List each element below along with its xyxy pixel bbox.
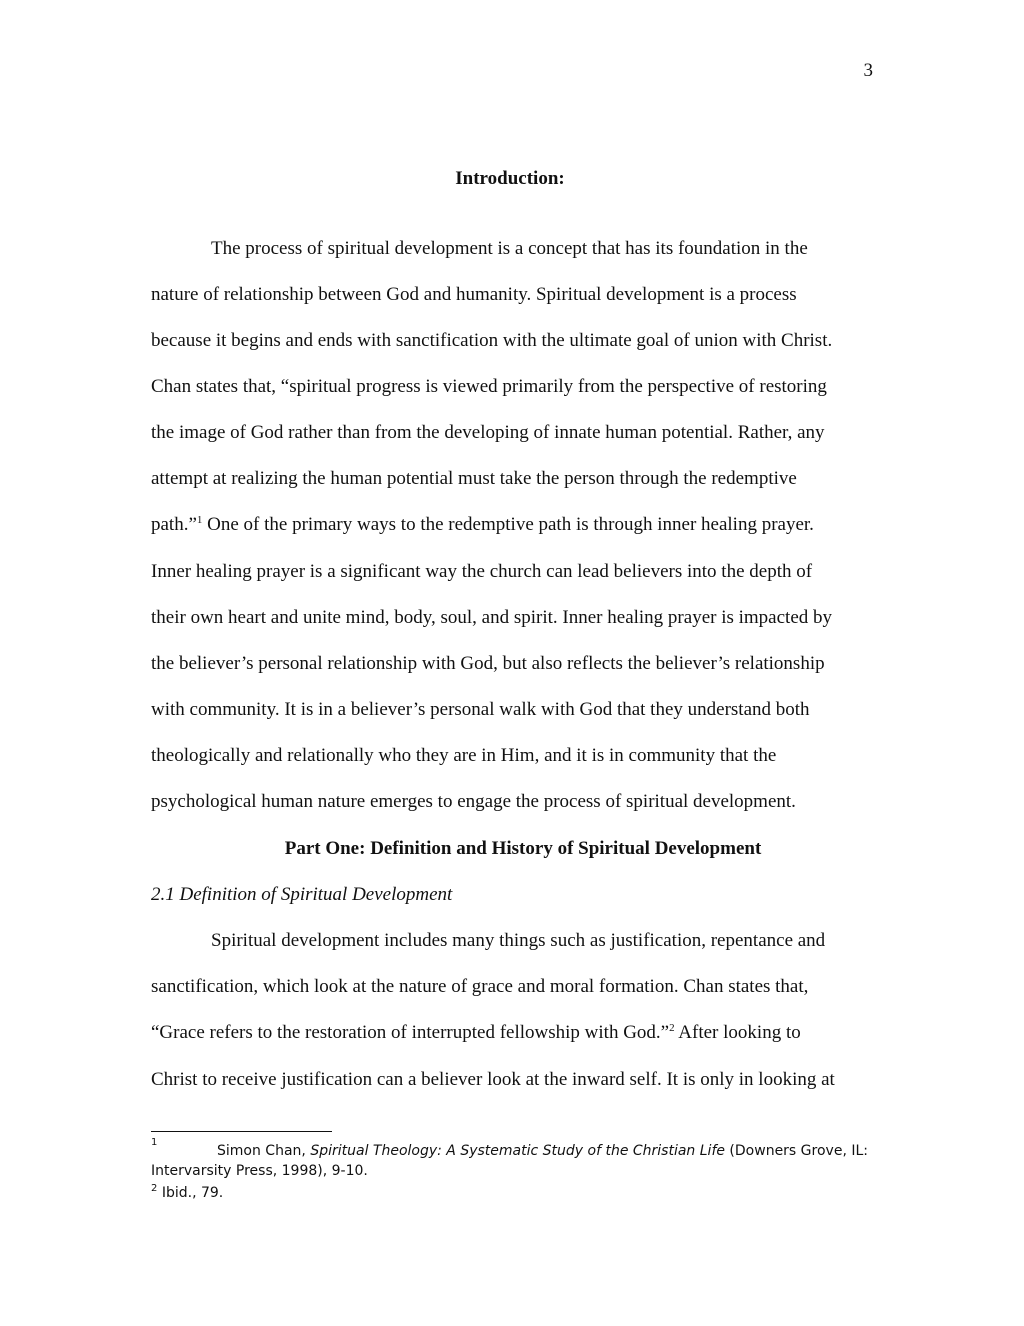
page-number: 3 [863,60,873,81]
intro-line-11: with community. It is in a believer’s personal walk with God that they understand both [151,699,810,720]
section-line-3 [151,1022,801,1044]
part-one-heading: Part One: Definition and History of Spiritual Development [284,838,762,859]
section-line-1: Spiritual development includes many things such as justification, repentance and [211,930,826,951]
section-line-4: Christ to receive justification can a believer look at the inward self. It is only in looking at [151,1069,835,1090]
footnote-1-line-1: Simon Chan, Spiritual Theology: A Systematic Study of the Christian Life (Downers Grove, IL: [217,1143,868,1159]
footnote-2-text: Ibid., 79. [157,1185,224,1201]
footnote-separator [151,1131,332,1132]
intro-line-8: Inner healing prayer is a significant way the church can lead believers into the depth of [151,561,813,582]
footnote-1-book-title: Spiritual Theology: A Systematic Study of the Christian Life [310,1143,725,1159]
intro-line-3: because it begins and ends with sanctification with the ultimate goal of union with Christ. [151,330,833,351]
intro-line-6: attempt at realizing the human potential must take the person through the redemptive [151,468,797,489]
footnote-1-mark: 1 [151,1137,158,1148]
footnote-2 [151,1184,223,1202]
section-2-1-heading: 2.1 Definition of Spiritual Development [151,884,453,905]
intro-line-13: psychological human nature emerges to engage the process of spiritual development. [151,791,796,812]
intro-line-1: The process of spiritual development is a concept that has its foundation in the [211,238,808,259]
intro-line-7-end: One of the primary ways to the redemptive path is through inner healing prayer. [202,514,814,535]
footnote-ref-2[interactable]: 2 [669,1022,675,1034]
section-line-2: sanctification, which look at the nature of grace and moral formation. Chan states that, [151,976,809,997]
intro-line-7-start: path.” [151,514,197,535]
section-line-3-end: After looking to [674,1022,801,1043]
intro-line-12: theologically and relationally who they are in Him, and it is in community that the [151,745,777,766]
footnote-2-mark: 2 [151,1183,158,1194]
section-line-3-start: “Grace refers to the restoration of interrupted fellowship with God.” [151,1022,670,1043]
footnote-1-line-2: Intervarsity Press, 1998), 9-10. [151,1163,368,1179]
footnote-ref-1[interactable]: 1 [196,514,203,526]
intro-line-9: their own heart and unite mind, body, soul, and spirit. Inner healing prayer is impacted by [151,607,833,628]
intro-line-10: the believer’s personal relationship with God, but also reflects the believer’s relationship [151,653,825,674]
intro-line-4: Chan states that, “spiritual progress is viewed primarily from the perspective of restoring [151,376,827,397]
intro-line-2: nature of relationship between God and humanity. Spiritual development is a process [151,284,797,305]
introduction-heading: Introduction: [455,168,565,189]
intro-line-5: the image of God rather than from the developing of innate human potential. Rather, any [151,422,825,443]
intro-line-7 [151,514,814,536]
